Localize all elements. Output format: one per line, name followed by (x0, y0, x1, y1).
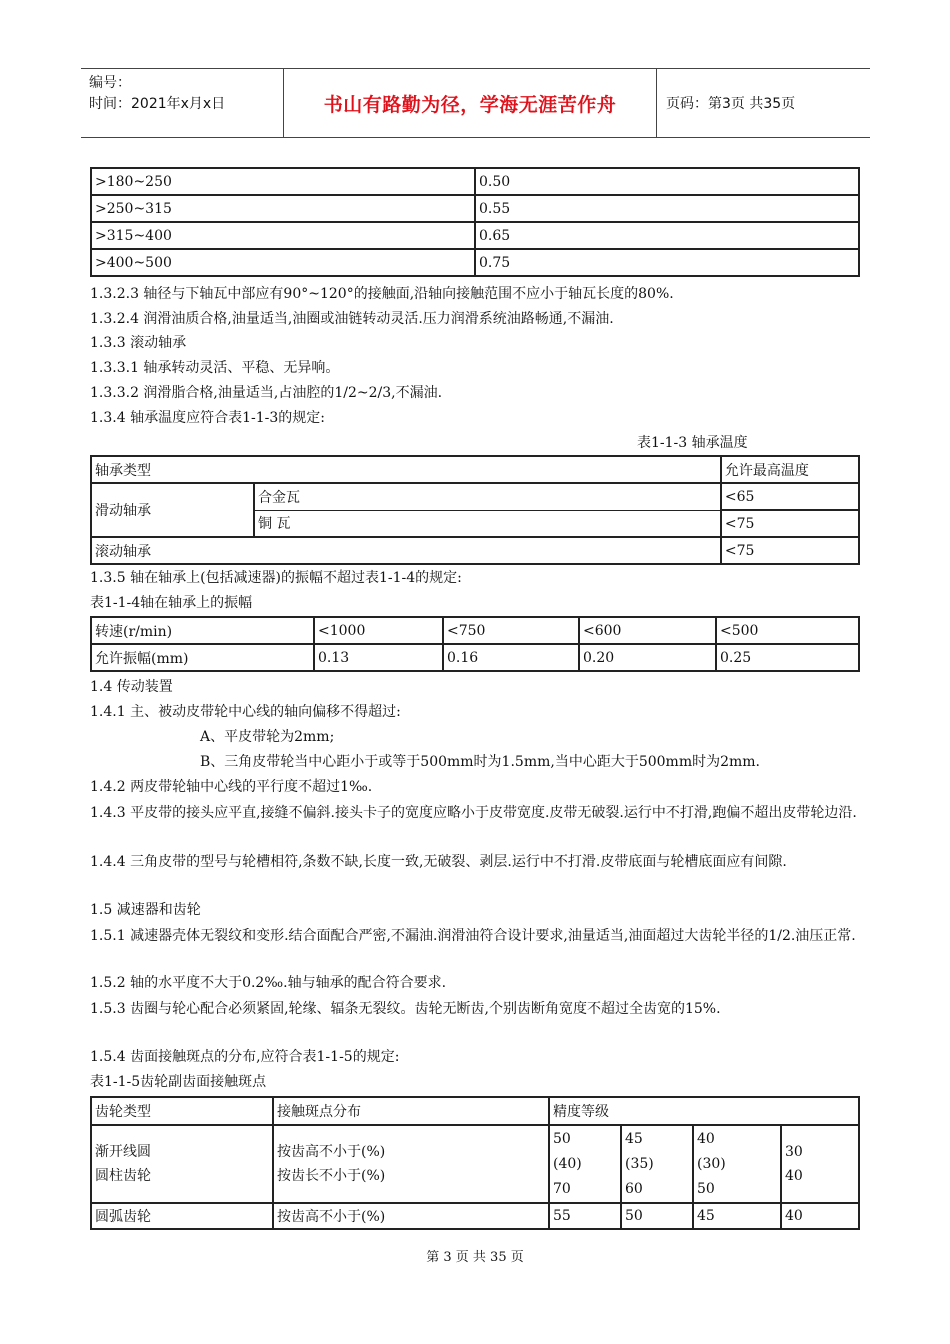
clearance-table (90, 167, 860, 277)
grade-value: (40) (553, 1155, 582, 1172)
distribution-line: 按齿长不小于(%) (277, 1168, 386, 1184)
header-page-label: 页码：第3页 共35页 (666, 96, 796, 112)
grade-value: (35) (625, 1155, 654, 1172)
table-cell: >180~250 (91, 168, 475, 195)
grade-value: (30) (697, 1155, 726, 1172)
table-header-cell: 精度等级 (549, 1097, 859, 1125)
table-caption: 表1-1-3 轴承温度 (637, 435, 748, 451)
section-heading: 1.5 减速器和齿轮 (90, 902, 201, 918)
section-heading: 1.3.3 滚动轴承 (90, 335, 187, 351)
gear-type-line: 圆柱齿轮 (95, 1168, 151, 1184)
table-caption: 表1-1-5齿轮副齿面接触斑点 (90, 1074, 267, 1090)
table-row (91, 617, 859, 644)
paragraph: 1.5.1 减速器壳体无裂纹和变形.结合面配合严密,不漏油.润滑油符合设计要求,油量适当,油面超过大齿轮半径的1/2.油压正常. (90, 928, 856, 944)
paragraph: 1.3.5 轴在轴承上(包括减速器)的振幅不超过表1-1-4的规定: (90, 570, 462, 586)
grade-value: 60 (625, 1180, 643, 1197)
paragraph: 1.5.4 齿面接触斑点的分布,应符合表1-1-5的规定: (90, 1049, 400, 1065)
paragraph: 1.4.4 三角皮带的型号与轮槽相符,条数不缺,长度一致,无破裂、剥层.运行中不打滑.皮带底面与轮槽底面应有间隙. (90, 854, 787, 870)
table-cell: 0.75 (475, 249, 859, 276)
time-label: 时间：2021年x月x日 (89, 96, 226, 112)
table-row (91, 249, 859, 276)
table-header-cell: 接触斑点分布 (273, 1097, 549, 1125)
table-row (91, 644, 859, 671)
table-header-cell: 轴承类型 (91, 456, 721, 483)
page-footer: 第 3 页 共 35 页 (426, 1250, 524, 1265)
table-cell: 滚动轴承 (91, 537, 721, 564)
bearing-temperature-table (90, 455, 860, 565)
table-header-cell: 齿轮类型 (91, 1097, 273, 1125)
table-cell: 0.50 (475, 168, 859, 195)
table-cell: <600 (579, 617, 716, 644)
paragraph: 1.3.2.3 轴径与下轴瓦中部应有90°~120°的接触面,沿轴向接触范围不应小于轴瓦长度的80%. (90, 286, 674, 302)
table-cell: <750 (443, 617, 579, 644)
table-cell (621, 1125, 693, 1203)
table-cell: >400~500 (91, 249, 475, 276)
table-header-cell: 转速(r/min) (91, 617, 314, 644)
table-cell (273, 1125, 549, 1203)
shaft-amplitude-table (90, 616, 860, 672)
paragraph: 1.3.2.4 润滑油质合格,油量适当,油圈或油链转动灵活.压力润滑系统油路畅通,不漏油. (90, 311, 614, 327)
grade-value: 70 (553, 1180, 571, 1197)
table-cell: 50 (621, 1203, 693, 1229)
table-row (91, 1203, 859, 1229)
table-cell: >315~400 (91, 222, 475, 249)
paragraph: 1.5.2 轴的水平度不大于0.2‰.轴与轴承的配合符合要求. (90, 975, 447, 991)
paragraph: 1.4.1 主、被动皮带轮中心线的轴向偏移不得超过: (90, 704, 401, 720)
table-row (91, 222, 859, 249)
table-cell: 铜 瓦 (254, 510, 721, 537)
table-cell: <500 (716, 617, 859, 644)
table-cell: <75 (721, 510, 859, 537)
table-cell: <1000 (314, 617, 443, 644)
table-row (91, 483, 859, 510)
paragraph: A、平皮带轮为2mm; (200, 729, 335, 745)
section-heading: 1.4 传动装置 (90, 679, 173, 695)
table-cell: >250~315 (91, 195, 475, 222)
table-cell: 合金瓦 (254, 483, 721, 510)
number-label: 编号： (89, 75, 131, 91)
table-cell: 55 (549, 1203, 621, 1229)
table-cell: 0.16 (443, 644, 579, 671)
header-meta (81, 69, 284, 137)
table-header-cell: 允许最高温度 (721, 456, 859, 483)
table-cell: 圆弧齿轮 (91, 1203, 273, 1229)
paragraph: 1.5.3 齿圈与轮心配合必须紧固,轮缘、辐条无裂纹。齿轮无断齿,个别齿断角宽度不超过全齿宽的15%. (90, 1001, 721, 1017)
table-cell: 滑动轴承 (91, 483, 254, 537)
table-header-cell: 允许振幅(mm) (91, 644, 314, 671)
table-row (91, 1097, 859, 1125)
grade-value: 30 (785, 1144, 803, 1160)
table-cell: 0.13 (314, 644, 443, 671)
table-caption: 表1-1-4轴在轴承上的振幅 (90, 595, 253, 611)
table-row (91, 537, 859, 564)
paragraph: 1.3.3.1 轴承转动灵活、平稳、无异响。 (90, 360, 340, 376)
table-cell: 40 (781, 1203, 859, 1229)
gear-contact-table (90, 1096, 860, 1230)
grade-value: 40 (785, 1168, 803, 1184)
table-cell (549, 1125, 621, 1203)
grade-value: 50 (697, 1180, 715, 1197)
table-row (91, 456, 859, 483)
table-row (91, 1125, 859, 1203)
table-cell: 0.65 (475, 222, 859, 249)
paragraph: 1.4.2 两皮带轮轴中心线的平行度不超过1‰. (90, 779, 373, 795)
table-cell: 45 (693, 1203, 781, 1229)
paragraph: 1.4.3 平皮带的接头应平直,接缝不偏斜.接头卡子的宽度应略小于皮带宽度.皮带无破裂.运行中不打滑,跑偏不超出皮带轮边沿. (90, 805, 857, 821)
paragraph: 1.3.4 轴承温度应符合表1-1-3的规定: (90, 410, 325, 426)
table-row (91, 195, 859, 222)
grade-value: 50 (553, 1130, 571, 1147)
table-cell: 按齿高不小于(%) (273, 1203, 549, 1229)
gear-type-line: 渐开线圆 (95, 1144, 151, 1160)
table-cell: <65 (721, 483, 859, 510)
table-row (91, 168, 859, 195)
table-cell: 0.55 (475, 195, 859, 222)
table-cell: 0.25 (716, 644, 859, 671)
header-motto: 书山有路勤为径，学海无涯苦作舟 (284, 69, 657, 137)
paragraph: 1.3.3.2 润滑脂合格,油量适当,占油腔的1/2~2/3,不漏油. (90, 385, 443, 401)
paragraph: B、三角皮带轮当中心距小于或等于500mm时为1.5mm,当中心距大于500mm时为2mm. (200, 754, 761, 770)
page-header (81, 68, 870, 138)
grade-value: 45 (625, 1130, 643, 1147)
table-cell: 0.20 (579, 644, 716, 671)
distribution-line: 按齿高不小于(%) (277, 1144, 386, 1160)
table-cell (781, 1125, 859, 1203)
grade-value: 40 (697, 1130, 715, 1147)
table-cell (91, 1125, 273, 1203)
table-cell (693, 1125, 781, 1203)
table-cell: <75 (721, 537, 859, 564)
